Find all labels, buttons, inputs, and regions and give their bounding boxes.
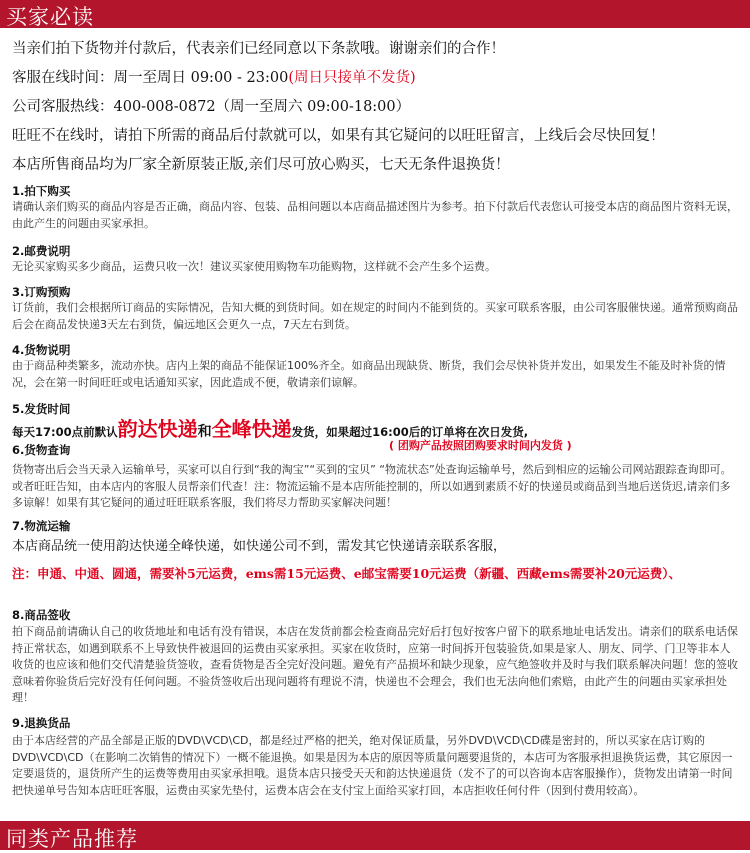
- intro-wangwang: 旺旺不在线时，请拍下所需的商品后付款就可以，如果有其它疑问的以旺旺留言，上线后会尽快回复！: [12, 128, 665, 144]
- section-1-body: 请确认亲们购买的商品内容是否正确，商品内容、包装、品相问题以本店商品描述图片为参考。拍下付款后代表您认可接受本店的商品图片资料无误，由此产生的问题由买家承担。: [12, 200, 738, 230]
- section-6-body: 货物寄出后会当天录入运输单号，买家可以自行到“我的淘宝”“买到的宝贝” “物流状态”处查询运输单号，然后到相应的运输公司网站跟踪查询即可。或者旺旺告知，由本店内的客服人员帮亲们代查！注：物流运输不是本店所能控制的，所以如遇到素质不好的快递员或商品到当地后送货迟,请亲们多多谅解！如果有其它疑问的通过旺旺联系客服，我们将尽力帮助买家解决问题！: [12, 463, 732, 509]
- section-3-title: 3.订购预购: [12, 285, 71, 299]
- section-3-body: 订货前，我们会根据所订商品的实际情况，告知大概的到货时间。如在规定的时间内不能到货的。买家可联系客服，由公司客服催快递。通常预购商品后会在商品发快递3天左右到货，偏远地区会更久一点，7天左右到货。: [12, 301, 738, 331]
- section-7-fee-note: 注：申通、中通、圆通，需要补5元运费，ems需15元运费、e邮宝需要10元运费（新疆、西藏ems需要补20元运费）、: [12, 566, 682, 581]
- intro-hotline: 公司客服热线：400-008-0872（周一至周六 09:00-18:00）: [12, 99, 411, 115]
- intro-agreement: 当亲们拍下货物并付款后，代表亲们已经同意以下条款哦。谢谢亲们的合作！: [12, 41, 505, 57]
- section-9-body: 由于本店经营的产品全部是正版的DVD\VCD\CD，都是经过严格的把关，绝对保证质量，另外DVD\VCD\CD碟是密封的，所以买家在店订购的DVD\VCD\CD（在影响二次销售的情况下）一概不能退换。如果是因为本店的原因等质量问题要退货的，本店可为客服承担退换货运费，其它原因一定要退货的，退货所产生的运费等费用由买家承担哦。退货本店只接受天天和韵达快递退货（发不了的可以咨询本店客服操作），货物发出请第一时间把快递单号告知本店旺旺客服，运费由买家先垫付，运费本店会在支付宝上面给买家打回，本店拒收任何付件（因到付费用较高）。: [12, 734, 733, 797]
- header-banner: [0, 0, 750, 28]
- section-5-title: 5.发货时间: [12, 402, 71, 416]
- footer-title: 同类产品推荐: [6, 827, 138, 851]
- intro-service-hours: [12, 66, 416, 87]
- section-4-body: 由于商品种类繁多，流动亦快。店内上架的商品不能保证100%齐全。如商品出现缺货、断货，我们会尽快补货并发出，如果发生不能及时补货的情况，会在第一时间旺旺或电话通知买家，因此造成不便，敬请亲们谅解。: [12, 359, 726, 389]
- service-hours-note: (周日只接单不发货): [288, 70, 416, 86]
- courier-yunda: 韵达快递: [117, 417, 198, 441]
- section-8-title: 8.商品签收: [12, 608, 71, 622]
- section-4-title: 4.货物说明: [12, 343, 71, 357]
- intro-guarantee: 本店所售商品均为厂家全新原装正版,亲们尽可放心购买，七天无条件退换货！: [12, 157, 510, 173]
- courier-quanfeng: 全峰快递: [211, 417, 292, 441]
- service-hours-text: 客服在线时间：周一至周日 09:00 - 23:00: [12, 70, 289, 86]
- section-9-title: 9.退换货品: [12, 716, 71, 730]
- group-buy-note: ( 团购产品按照团购要求时间内发货 ): [389, 439, 572, 452]
- footer-banner: [0, 821, 750, 850]
- section-8-body: 拍下商品前请确认自己的收货地址和电话有没有错误，本店在发货前都会检查商品完好后打包好按客户留下的联系地址电话发出。请亲们的联系电话保持正常状态，如遇到联系不上导致快件被退回的运费由买家承担。买家在收货时，应第一时间拆开包装验货,如果是家人、朋友、同学、门卫等非本人收货的也应该和他们交代清楚验货签收，查看货物是否全完好没问题。避免有产品损坏和缺少现象，应气绝签收并及时与我们联系解决问题！您的签收意味着你验货后完好没有任何问题。不验货签收后出现问题将有理说不清，快递也不会理会，我们也无法向他们索赔，由此产生的问题由买家承担处理！: [12, 625, 738, 704]
- section-7-title: 7.物流运输: [12, 519, 71, 533]
- shipping-suffix: 发货，如果超过16:00后的订单将在次日发货,: [291, 425, 529, 439]
- header-title: 买家必读: [6, 5, 94, 29]
- shipping-prefix: 每天17:00点前默认: [12, 425, 118, 439]
- section-2-body: 无论买家购买多少商品，运费只收一次！建议买家使用购物车功能购物，这样就不会产生多个运费。: [12, 260, 496, 273]
- section-1-title: 1.拍下购买: [12, 184, 71, 198]
- shipping-and: 和: [197, 424, 212, 440]
- section-2-title: 2.邮费说明: [12, 244, 71, 258]
- section-7-body: 本店商品统一使用韵达快递全峰快递，如快递公司不到，需发其它快递请亲联系客服，: [12, 539, 507, 554]
- section-6-title: 6.货物查询: [12, 443, 71, 457]
